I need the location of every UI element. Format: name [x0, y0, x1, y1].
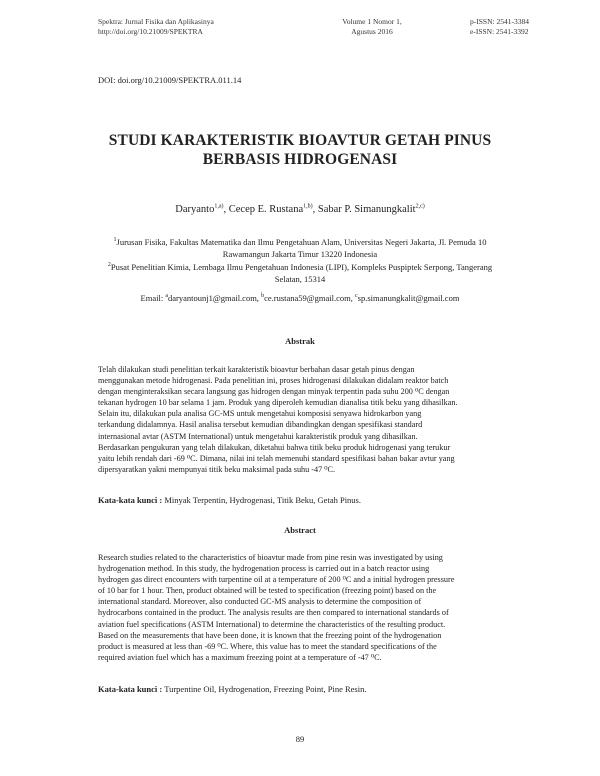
affiliation-1-number: 1 [113, 237, 117, 244]
email-a: daryantounj1@gmail.com, [168, 293, 262, 303]
abstract-line: of 10 bar for 1 hour. Then, product obtained will be tested to specification (freezing point) based on the [98, 586, 437, 596]
running-header-issn [470, 17, 529, 37]
title-line-1: STUDI KARAKTERISTIK BIOAVTUR GETAH PINUS [108, 132, 492, 149]
abstrak-line: dengan menginteraksikan secara langsung gas hidrogen dengan minyak terpentin pada suhu 200 ⁰C dengan [98, 387, 450, 397]
abstrak-line: Telah dilakukan studi penelitian terkait karakteristik bioavtur berbahan dasar getah pinus dengan [98, 365, 415, 374]
affiliation-2-line-2: Selatan, 15314 [274, 274, 326, 284]
abstract-heading: Abstract [284, 525, 316, 535]
volume-number: Volume 1 Nomor 1, [342, 17, 402, 26]
author-1: Daryanto [175, 204, 215, 215]
abstract-line: hydrogenation method. In this study, the hydrogenation process is carried out in a batch reactor using [98, 564, 430, 574]
running-header-journal [98, 17, 214, 37]
email-a-mark: a [165, 293, 169, 300]
author-1-affil: 1,a) [214, 203, 224, 210]
title-line-2: BERBASIS HIDROGENASI [202, 151, 398, 168]
affiliation-2 [60, 261, 540, 285]
abstract-line: required aviation fuel which has a maximum freezing point at a temperature of -47 ⁰C. [98, 652, 382, 662]
keywords-label: Kata-kata kunci : [98, 684, 163, 694]
abstract-line: hydrocarbons contained in the product. The analysis results are then compared to international standards of [98, 608, 449, 618]
abstract-line: international standard. Moreover, also conducted GC-MS analysis to determine the composition of [98, 597, 422, 607]
abstrak-line: Selain itu, dilakukan pula analisa GC-MS untuk mengetahui komposisi senyawa hidrokarbon yang [98, 409, 422, 419]
author-3-affil: 2,c) [415, 203, 425, 210]
abstrak-line: menggunakan metode hidrogenasi. Pada penelitian ini, proses hidrogenasi dilakukan didalam reaktor batch [98, 376, 449, 386]
p-issn: p-ISSN: 2541-3384 [470, 17, 529, 26]
email-label: Email: [140, 293, 166, 303]
abstrak-line: tekanan hydrogen 10 bar selama 1 jam. Produk yang diperoleh kemudian dianalisa titik beku yang dihasilkan. [98, 398, 458, 408]
email-c-mark: c [354, 293, 358, 300]
abstract-line: product is measured at less than -69 ⁰C. Where, this value has to meet the standard specifications of the [98, 641, 437, 651]
abstrak-line: dipersyaratkan yakni mempunyai titik beku maksimal pada suhu -47 ⁰C. [98, 464, 336, 474]
abstract-line: Research studies related to the characteristics of bioavtur made from pine resin was investigated by using [98, 553, 443, 562]
journal-doi-url: http://doi.org/10.21009/SPEKTRA [98, 27, 203, 36]
abstrak-body [98, 364, 508, 475]
author-2-affil: 1,b) [303, 203, 313, 210]
abstract-line: hydrogen gas direct encounters with turpentine oil at a temperature of 200 ⁰C and a initial hydrogen pressure [98, 575, 455, 585]
page-number: 89 [295, 734, 305, 744]
abstract-line: aviation fuel specifications (ASTM International) to determine the characteristics of the resulting product. [98, 619, 446, 629]
keywords-label: Kata-kata kunci : [98, 495, 163, 505]
email-c: sp.simanungkalit@gmail.com [357, 293, 460, 303]
abstrak-line: terkandung didalamnya. Hasil analisa tersebut kemudian dibandingkan dengan spesifikasi standard [98, 420, 423, 430]
abstract-body [98, 552, 508, 663]
affiliation-2-line-1: Pusat Penelitian Kimia, Lembaga Ilmu Pengetahuan Indonesia (LIPI), Kompleks Puspiptek Serpong, Tangerang [110, 262, 493, 272]
journal-name: Spektra: Jurnal Fisika dan Aplikasinya [98, 17, 214, 26]
author-list [60, 204, 540, 215]
affiliation-1-line-1: Jurusan Fisika, Fakultas Matematika dan Ilmu Pengetahuan Alam, Universitas Negeri Jakarta, Jl. Pemuda 10 [116, 237, 487, 247]
abstract-line: Based on the measurements that have been done, it is known that the freezing point of the hydrogenation [98, 630, 442, 640]
abstrak-line: yaitu lebih rendah dari -69 ⁰C. Dimana, nilai ini telah memenuhi standard spesifikasi bahan bakar avtur yang [98, 453, 455, 463]
abstrak-heading: Abstrak [285, 336, 315, 346]
keywords-text: Turpentine Oil, Hydrogenation, Freezing Point, Pine Resin. [162, 684, 367, 694]
abstrak-line: Berdasarkan pengukuran yang telah dilakukan, diketahui bahwa titik beku produk hidrogenasi yang terukur [98, 442, 451, 452]
author-2: , Cecep E. Rustana [223, 204, 304, 215]
affiliation-1 [60, 236, 540, 260]
abstrak-keywords [98, 495, 518, 505]
email-b: ce.rustana59@gmail.com, [264, 293, 355, 303]
issue-date: Agustus 2016 [351, 27, 393, 36]
article-title [60, 131, 540, 169]
author-emails [60, 293, 540, 303]
affiliation-1-line-2: Rawamangun Jakarta Timur 13220 Indonesia [222, 249, 378, 259]
email-b-mark: b [261, 293, 265, 300]
abstract-keywords [98, 684, 518, 694]
author-3: , Sabar P. Simanungkalit [312, 204, 416, 215]
affiliation-2-number: 2 [107, 262, 111, 269]
article-doi: DOI: doi.org/10.21009/SPEKTRA.011.14 [98, 75, 242, 85]
e-issn: e-ISSN: 2541-3392 [470, 27, 529, 36]
abstrak-line: internasional avtar (ASTM International) untuk mengetahui karakteristik produk yang dihasilkan. [98, 431, 418, 441]
running-header-issue [312, 17, 432, 37]
keywords-text: Minyak Terpentin, Hydrogenasi, Titik Beku, Getah Pinus. [162, 495, 361, 505]
